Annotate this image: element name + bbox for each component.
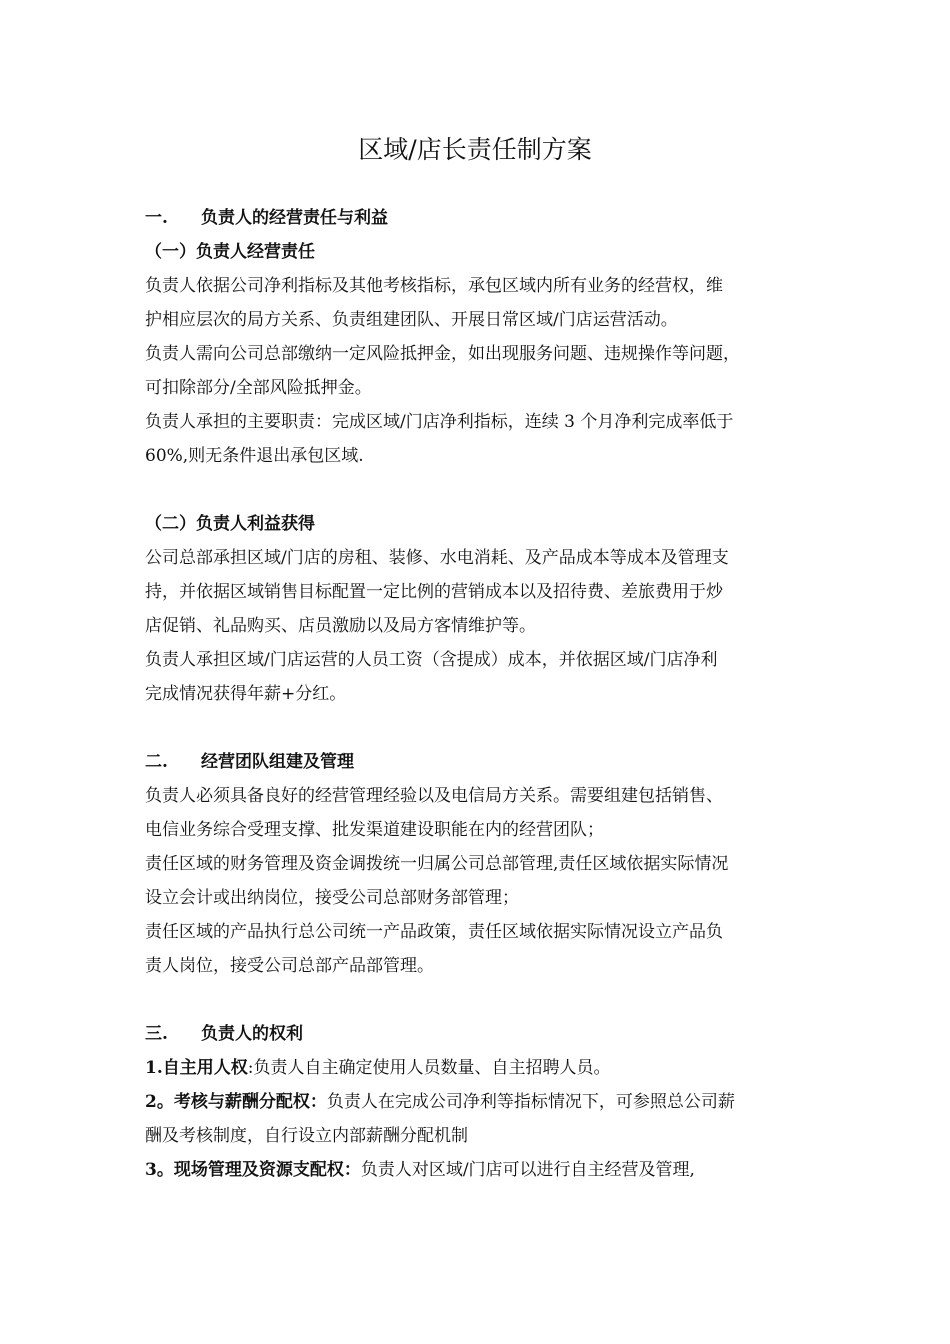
paragraph-line: 酬及考核制度，自行设立内部薪酬分配机制 [145, 1126, 468, 1146]
paragraph-line: 公司总部承担区域/门店的房租、装修、水电消耗、及产品成本等成本及管理支 [145, 548, 729, 568]
right-item [145, 1153, 825, 1187]
section-number: 三. [145, 1024, 168, 1044]
paragraph-line: 责任区域的产品执行总公司统一产品政策，责任区域依据实际情况设立产品负 [145, 922, 723, 942]
right-item [145, 1085, 825, 1119]
paragraph-line: 负责人必须具备良好的经营管理经验以及电信局方关系。需要组建包括销售、 [145, 786, 723, 806]
right-label: 3。现场管理及资源支配权： [145, 1160, 361, 1180]
paragraph-line: 完成情况获得年薪+分红。 [145, 684, 347, 704]
paragraph-line: 责人岗位，接受公司总部产品部管理。 [145, 956, 434, 976]
paragraph-line: 60%,则无条件退出承包区域. [145, 446, 364, 466]
paragraph-line: 负责人承担区域/门店运营的人员工资（含提成）成本，并依据区域/门店净利 [145, 650, 718, 670]
section-number: 二. [145, 752, 168, 772]
document-title: 区域/店长责任制方案 [358, 135, 592, 164]
document-body [145, 201, 825, 1187]
paragraph-line: 持，并依据区域销售目标配置一定比例的营销成本以及招待费、差旅费用于炒 [145, 582, 723, 602]
section-title: 经营团队组建及管理 [201, 752, 354, 772]
paragraph-line: 责任区域的财务管理及资金调拨统一归属公司总部管理,责任区域依据实际情况 [145, 854, 729, 874]
subsection-heading: （一）负责人经营责任 [145, 242, 315, 262]
right-text: 负责人对区域/门店可以进行自主经营及管理, [360, 1160, 695, 1180]
paragraph-line: 负责人依据公司净利指标及其他考核指标，承包区域内所有业务的经营权，维 [145, 276, 723, 296]
paragraph-line: 设立会计或出纳岗位，接受公司总部财务部管理； [145, 888, 519, 908]
section-heading [145, 201, 825, 235]
right-label: 1.自主用人权 [145, 1058, 248, 1078]
section-title: 负责人的经营责任与利益 [201, 208, 388, 228]
right-text: :负责人自主确定使用人员数量、自主招聘人员。 [247, 1058, 611, 1078]
right-text: 负责人在完成公司净利等指标情况下，可参照总公司薪 [326, 1092, 735, 1112]
paragraph-line: 护相应层次的局方关系、负责组建团队、开展日常区域/门店运营活动。 [145, 310, 678, 330]
section-heading [145, 745, 825, 779]
paragraph-line: 店促销、礼品购买、店员激励以及局方客情维护等。 [145, 616, 536, 636]
paragraph-line: 负责人承担的主要职责：完成区域/门店净利指标，连续 3 个月净利完成率低于 [145, 412, 734, 432]
section-title: 负责人的权利 [201, 1024, 303, 1044]
section-number: 一. [145, 208, 168, 228]
subsection-heading: （二）负责人利益获得 [145, 514, 315, 534]
section-heading [145, 1017, 825, 1051]
paragraph-line: 可扣除部分/全部风险抵押金。 [145, 378, 372, 398]
paragraph-line: 负责人需向公司总部缴纳一定风险抵押金，如出现服务问题、违规操作等问题， [145, 344, 740, 364]
right-item [145, 1051, 825, 1085]
right-label: 2。考核与薪酬分配权： [145, 1092, 327, 1112]
paragraph-line: 电信业务综合受理支撑、批发渠道建设职能在内的经营团队； [145, 820, 604, 840]
